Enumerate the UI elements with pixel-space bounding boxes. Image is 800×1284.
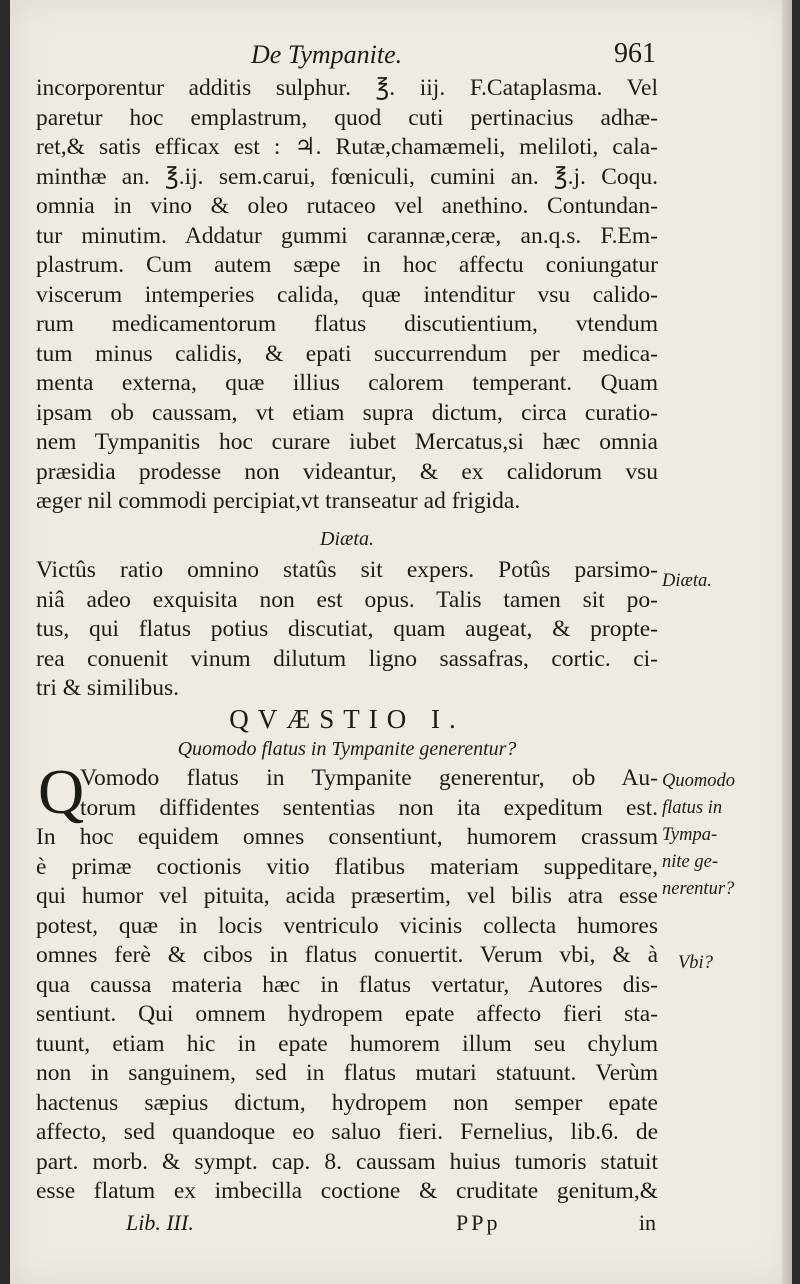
diaeta-heading: Diæta. [320,528,374,550]
text-line: ipsam ob caussam, vt etiam supra dictum, circa curatio- [36,399,658,426]
text-line: potest, quæ in locis ventriculo vicinis collecta humores [36,912,658,939]
text-line: tus, qui flatus potius discutiat, quam augeat, & propte- [36,616,658,642]
margin-note-quomodo [662,768,792,903]
text-line: è primæ coctionis vitio flatibus materiam suppeditare, [36,853,658,880]
margin-note-line: flatus in [662,798,723,818]
text-line: incorporentur additis sulphur. ℥. iij. F.Cataplasma. Vel [36,75,658,101]
text-line: qui humor vel pituita, acida præsertim, vel bilis atra esse [36,883,658,909]
text-line: Vomodo flatus in Tympanite generentur, ob Au- [80,765,658,791]
text-line: plastrum. Cum autem sæpe in hoc affectu coniungatur [36,252,658,278]
text-line: præsidia prodesse non videantur, & ex calidorum vsu [36,458,658,485]
text-line: tri & similibus. [36,675,179,701]
text-line: tum minus calidis, & epati succurrendum per medica- [36,340,658,367]
text-line: torum diffidentes sententias non ita expeditum est. [80,794,658,821]
text-line: part. morb. & sympt. cap. 8. caussam huius tumoris statuit [36,1148,658,1175]
running-header [36,40,656,76]
text-line: In hoc equidem omnes consentiunt, humorem crassum [36,824,658,850]
text-line: affecto, sed quandoque eo saluo fieri. Fernelius, lib.6. de [36,1119,658,1145]
margin-note-diaeta: Diæta. [662,571,712,591]
book-page [10,0,792,1284]
footer-quire-mark: PPp [456,1210,501,1235]
text-line: non in sanguinem, sed in flatus mutari statuunt. Verùm [36,1060,658,1086]
text-line: minthæ an. ℥.ij. sem.carui, fœniculi, cumini an. ℥.j. Coqu. [36,163,658,190]
text-line: sentiunt. Qui omnem hydropem epate affecto fieri sta- [36,1001,658,1027]
footer-catchword: in [638,1210,656,1235]
drop-capital: Q [38,756,85,827]
text-line: Victûs ratio omnino statûs sit expers. Potûs parsimo- [36,557,658,583]
margin-note-line: Quomodo [662,771,735,791]
page-number: 961 [614,38,656,69]
paragraph-cataplasma [36,74,658,517]
paragraph-diaeta [36,556,658,704]
running-title: De Tympanite. [251,40,403,69]
text-line: esse flatum ex imbecilla coctione & cruditate genitum,& [36,1178,658,1204]
page-gutter [782,0,792,1284]
question-subtitle: Quomodo flatus in Tympanite generentur? [177,738,517,760]
text-line: menta externa, quæ illius calorem temperant. Quam [36,370,658,396]
text-line: paretur hoc emplastrum, quod cuti pertinacius adhæ- [36,104,658,131]
text-line: rea conuenit vinum dilutum ligno sassafras, cortic. ci- [36,645,658,672]
text-line: tuunt, etiam hic in epate humorem illum seu chylum [36,1030,658,1057]
page-footer [36,1210,656,1240]
text-line: omnes ferè & cibos in flatus conuertit. Verum vbi, & à [36,942,658,968]
text-line: qua caussa materia hæc in flatus vertatur, Autores dis- [36,971,658,998]
text-line: nem Tympanitis hoc curare iubet Mercatus,si hæc omnia [36,429,658,455]
text-line: rum medicamentorum flatus discutientium, vtendum [36,311,658,337]
margin-note-line: nerentur? [662,879,735,899]
margin-note-line: Tympa- [662,825,718,845]
question-title: QVÆSTIO I. [229,704,465,734]
text-line: æger nil commodi percipiat,vt transeatur ad frigida. [36,488,521,514]
text-line: hactenus sæpius dictum, hydropem non semper epate [36,1089,658,1116]
text-line: viscerum intemperies calida, quæ intenditur vsu calido- [36,281,658,308]
text-line: omnia in vino & oleo rutaceo vel anethino. Contundan- [36,193,658,219]
text-line: ret,& satis efficax est : ♃. Rutæ,chamæmeli, meliloti, cala- [36,134,658,160]
paragraph-question-opening [80,764,658,823]
text-line: tur minutim. Addatur gummi carannæ,ceræ, an.q.s. F.Em- [36,222,658,249]
margin-note-line: nite ge- [662,852,718,872]
margin-note-ubi: Vbi? [678,953,713,973]
footer-signature: Lib. III. [126,1210,194,1235]
paragraph-question [36,823,658,1207]
text-line: niâ adeo exquisita non est opus. Talis tamen sit po- [36,586,658,613]
